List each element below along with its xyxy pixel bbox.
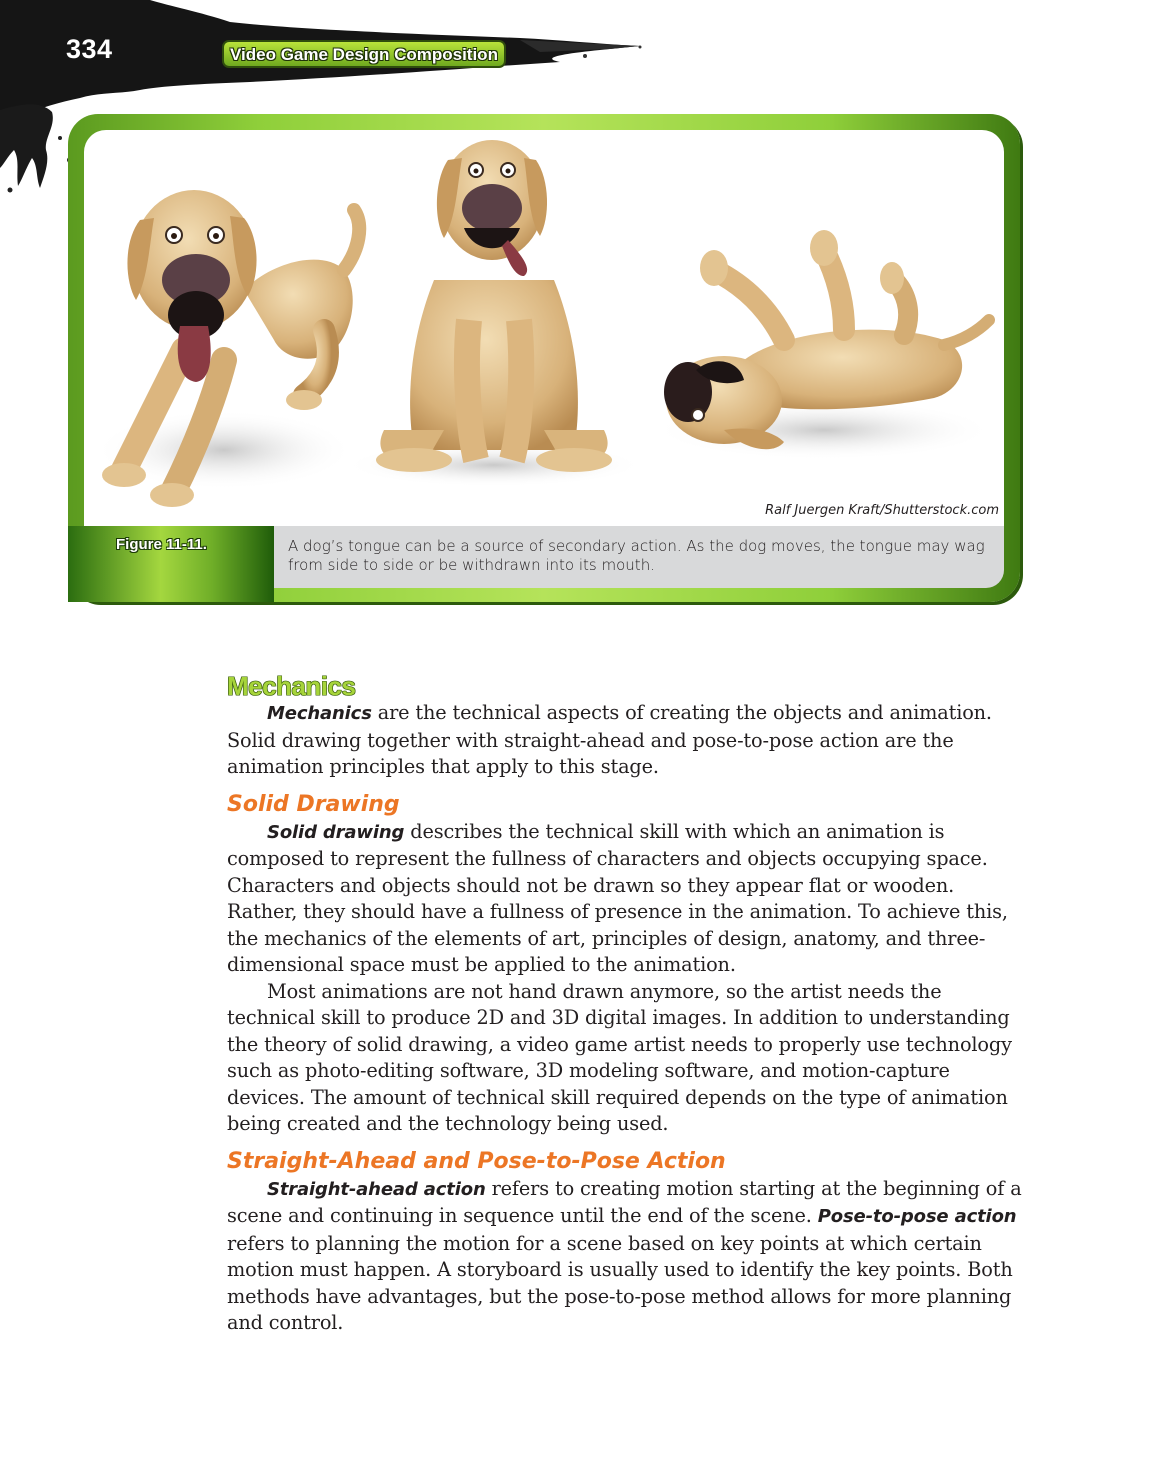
heading-straight-ahead: Straight-Ahead and Pose-to-Pose Action [227,1148,726,1174]
dog-rolling [654,230,994,460]
text-mechanics: are the technical aspects of creating the objects and animation. Solid drawing together with straight-ahead and pose-to-pose action are the animation principles that apply to this stage. [227,701,992,778]
page-number: 334 [66,34,113,64]
paragraph-solid-drawing-2: Most animations are not hand drawn anymore, so the artist needs the technical skill to produce 2D and 3D digital images. In addition to understanding the theory of solid drawing, a video game artist needs to properly use technology such as photo-editing software, 3D modeling software, and motion-capture devices. The amount of technical skill required depends on the type of animation being created and the technology being used. [227,979,1012,1135]
main-content [227,672,1022,1337]
heading-mechanics: Mechanics [227,671,356,701]
dog-illustration [84,130,1004,526]
paragraph-solid-drawing-1 [227,819,1022,979]
term-straight-ahead: Straight-ahead action [267,1178,486,1200]
term-mechanics: Mechanics [267,703,372,724]
figure-label: Figure 11-11. [116,536,207,553]
term-solid-drawing: Solid drawing [267,821,405,843]
figure-caption: A dog’s tongue can be a source of secondary action. As the dog moves, the tongue may wag from side to side or be withdrawn into its mouth. [288,537,985,574]
text-straight-ahead-2: refers to planning the motion for a scene based on key points at which certain motion must happen. A storyboard is usually used to identify the key points. Both methods have advantages, but the pose-to-pose method allows for more planning and control. [227,1231,1013,1334]
photo-credit: Ralf Juergen Kraft/Shutterstock.com [765,503,999,518]
dog-sitting [344,140,644,487]
text-straight-ahead-1: refers to creating motion starting at the beginning of a scene and continuing in sequence until the end of the scene. [227,1176,1022,1227]
paragraph-mechanics [227,700,1022,781]
heading-solid-drawing: Solid Drawing [227,791,400,817]
paragraph-straight-ahead [227,1176,1022,1337]
text-solid-drawing-1: describes the technical skill with which an animation is composed to represent the fullness of characters and objects occupying space. Characters and objects should not be drawn so they appear flat or wooden. Rather, they should have a fullness of presence in the animation. To achieve this, the mechanics of the elements of art, principles of design, anatomy, and three-dimensional space must be applied to the animation. [227,819,1008,976]
running-head: Video Game Design Composition [222,40,506,68]
dog-play-bow [94,190,359,507]
term-pose-to-pose: Pose-to-pose action [817,1206,1017,1227]
